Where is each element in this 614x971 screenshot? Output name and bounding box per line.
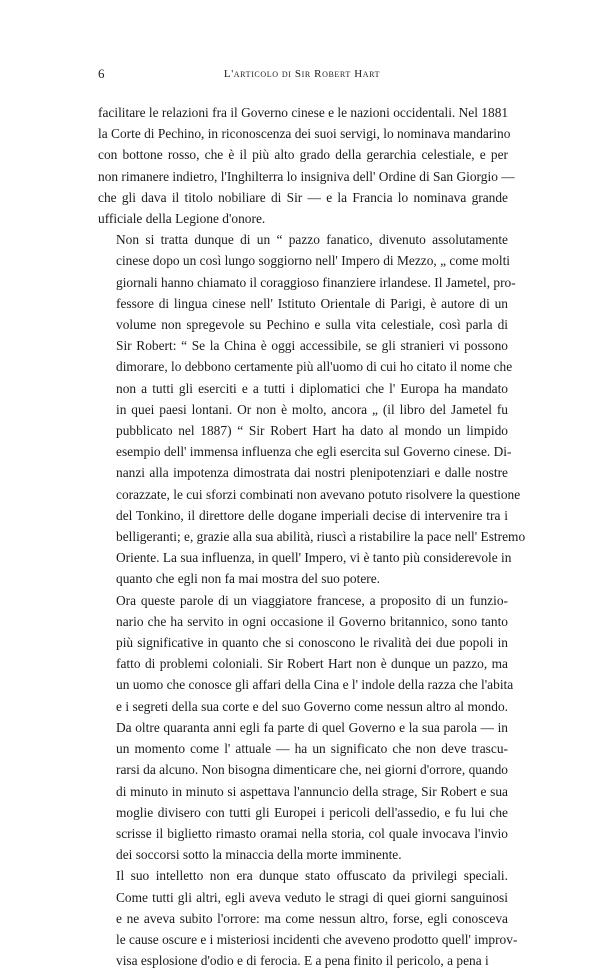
text-line: con bottone rosso, che è il più alto grado della gerarchia celestiale, e per	[98, 147, 508, 163]
text-line: del Tonkino, il direttore delle dogane imperiali decise di intervenire tra i	[116, 507, 508, 523]
body-text	[98, 102, 526, 971]
text-line: giornali hanno chiamato il coraggioso finanziere irlandese. Il Jametel, pro-	[116, 274, 516, 290]
text-line: moglie divisero con tutti gli Europei i pericoli dell'assedio, e fu lui che	[116, 804, 508, 820]
running-title: L'articolo di Sir Robert Hart	[223, 68, 381, 80]
text-line: rarsi da alcuno. Non bisogna dimenticare che, nei giorni d'orrore, quando	[116, 762, 508, 778]
text-line: un momento come l' attuale — ha un significato che non deve trascu-	[116, 741, 508, 757]
text-line: ufficiale della Legione d'onore.	[98, 211, 266, 227]
paragraph	[98, 865, 518, 971]
text-line: non a tutti gli eserciti e a tutti i diplomatici che l' Europa ha mandato	[116, 380, 508, 396]
text-line: non rimanere indietro, l'Inghilterra lo insigniva dell' Ordine di San Giorgio —	[98, 168, 515, 184]
paragraph	[98, 229, 526, 589]
text-line: Ora queste parole di un viaggiatore francese, a proposito di un funzio-	[116, 592, 508, 608]
text-line: fatto di problemi coloniali. Sir Robert Hart non è dunque un pazzo, ma	[116, 656, 508, 672]
text-line: Sir Robert: “ Se la China è oggi accessibile, se gli stranieri vi possono	[116, 338, 508, 354]
text-line: quanto che egli non fa mai mostra del suo potere.	[116, 571, 381, 587]
text-line: dimorare, lo debbono certamente più all'uomo di cui ho citato il nome che	[116, 359, 513, 375]
text-line: nario che ha servito in ogni occasione il Governo britannico, sono tanto	[116, 613, 508, 629]
page-number: 6	[98, 66, 106, 81]
text-line: visa esplosione d'odio e di ferocia. E a pena finito il pericolo, a pena i	[116, 953, 489, 969]
text-line: facilitare le relazioni fra il Governo cinese e le nazioni occidentali. Nel 1881	[98, 105, 509, 120]
text-line: esempio dell' immensa influenza che egli esercita sul Governo cinese. Di-	[116, 444, 512, 460]
paragraph	[98, 590, 514, 866]
text-line: dei soccorsi sotto la minaccia della morte imminente.	[116, 847, 402, 863]
text-line: la Corte di Pechino, in riconoscenza dei suoi servigi, lo nominava mandarino	[98, 126, 511, 142]
text-line: di minuto in minuto si aspettava l'annuncio della strage, Sir Robert e sua	[116, 783, 508, 799]
text-line: Non si tratta dunque di un “ pazzo fanatico, divenuto assolutamente	[116, 232, 508, 248]
text-line: e i segreti della sua corte e del suo Governo come nessun altro al mondo.	[116, 698, 508, 714]
text-line: che gli dava il titolo nobiliare di Sir — e la Francia lo nominava grande	[98, 189, 508, 205]
text-line: Da oltre quaranta anni egli fa parte di quel Governo e la sua parola — in	[116, 719, 508, 735]
text-line: scrisse il biglietto rimasto oramai nella storia, col quale invocava l'invio	[116, 825, 508, 841]
page-header	[98, 66, 506, 86]
text-line: un uomo che conosce gli affari della Cina e l' indole della razza che l'abita	[116, 677, 514, 693]
paragraph	[98, 102, 515, 229]
text-line: volume non spregevole su Pechino e sulla vita celestiale, così parla di	[116, 317, 508, 333]
text-line: cinese dopo un così lungo soggiorno nell' Impero di Mezzo, „ come molti	[116, 253, 511, 269]
text-line: Oriente. La sua influenza, in quell' Impero, vi è tanto più considerevole in	[116, 550, 512, 566]
text-line: più significative in quanto che si conoscono le rivalità dei due popoli in	[116, 635, 508, 651]
text-line: pubblicato nel 1887) “ Sir Robert Hart ha dato al mondo un limpido	[116, 423, 508, 439]
text-line: le cause oscure e i misteriosi incidenti che aveveno prodotto quell' improv-	[116, 931, 518, 947]
text-line: Come tutti gli altri, egli aveva veduto le stragi di quei giorni sanguinosi	[116, 889, 508, 905]
text-line: fessore di lingua cinese nell' Istituto Orientale di Parigi, è autore di un	[116, 295, 508, 311]
text-line: nanzi alla impotenza dimostrata dai nostri plenipotenziari e dalle nostre	[116, 465, 508, 481]
text-line: corazzate, le cui sforzi combinati non avevano potuto risolvere la questione	[116, 486, 521, 502]
text-line: belligeranti; e, grazie alla sua abilità, riuscì a ristabilire la pace nell' Estremo	[116, 529, 526, 545]
text-line: Il suo intelletto non era dunque stato offuscato da privilegi speciali.	[116, 868, 508, 884]
text-line: in quei paesi lontani. Or non è molto, ancora „ (il libro del Jametel fu	[116, 401, 508, 417]
text-line: e ne aveva subito l'orrore: ma come nessun altro, forse, egli conosceva	[116, 910, 508, 926]
